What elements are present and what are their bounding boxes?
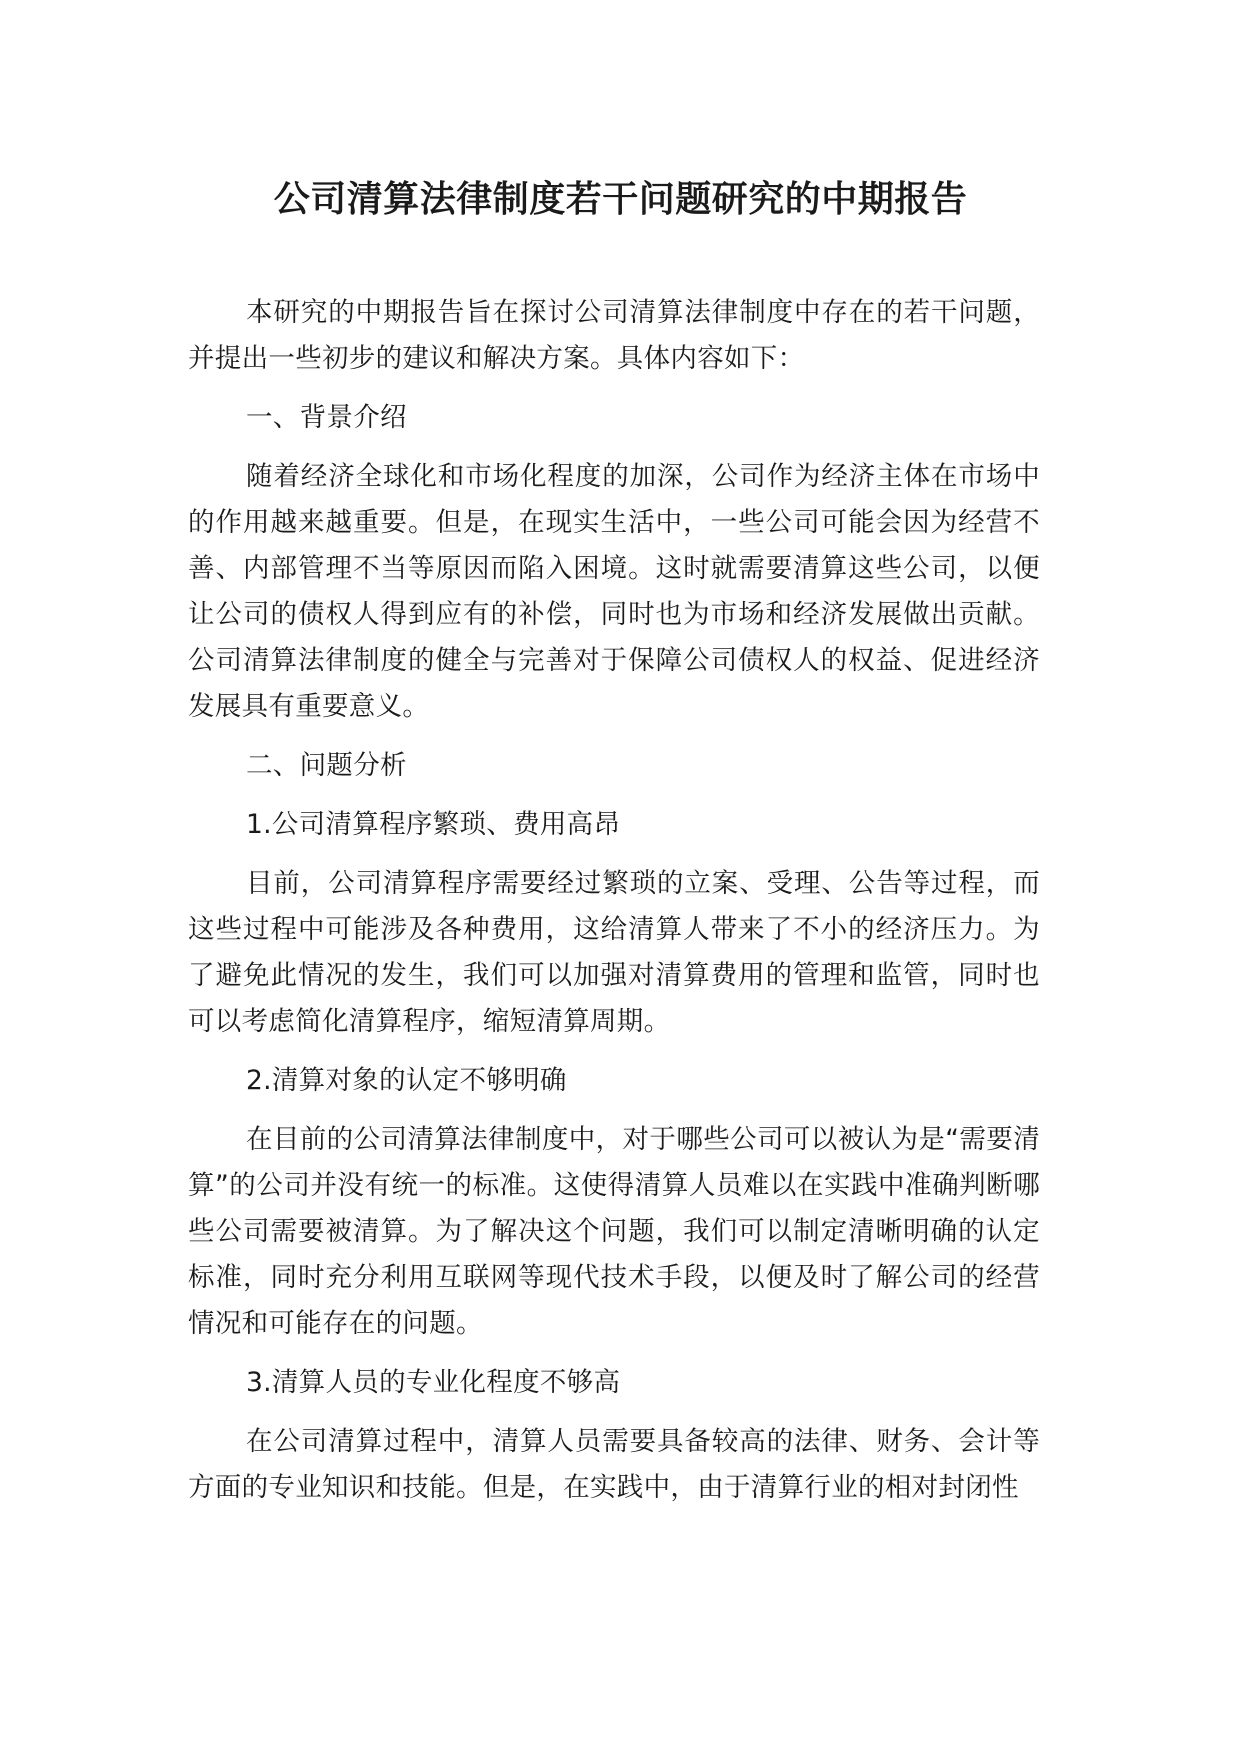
background-paragraph: 随着经济全球化和市场化程度的加深，公司作为经济主体在市场中的作用越来越重要。但是，在现实生活中，一些公司可能会因为经营不善、内部管理不当等原因而陷入困境。这时就需要清算这些公司，以便让公司的债权人得到应有的补偿，同时也为市场和经济发展做出贡献。公司清算法律制度的健全与完善对于保障公司债权人的权益、促进经济发展具有重要意义。 (188, 461, 1040, 722)
subheading-issue-1: 1.公司清算程序繁琐、费用高昂 (246, 809, 621, 840)
issue-1-paragraph: 目前，公司清算程序需要经过繁琐的立案、受理、公告等过程，而这些过程中可能涉及各种费用，这给清算人带来了不小的经济压力。为了避免此情况的发生，我们可以加强对清算费用的管理和监管，同时也可以考虑简化清算程序，缩短清算周期。 (188, 868, 1040, 1037)
issue-2-paragraph: 在目前的公司清算法律制度中，对于哪些公司可以被认为是“需要清算”的公司并没有统一的标准。这使得清算人员难以在实践中准确判断哪些公司需要被清算。为了解决这个问题，我们可以制定清晰明确的认定标准，同时充分利用互联网等现代技术手段，以便及时了解公司的经营情况和可能存在的问题。 (188, 1124, 1040, 1339)
document-body (188, 290, 1040, 1524)
issue-3-paragraph: 在公司清算过程中，清算人员需要具备较高的法律、财务、会计等方面的专业知识和技能。但是，在实践中，由于清算行业的相对封闭性 (188, 1426, 1040, 1503)
section-heading-analysis: 二、问题分析 (246, 750, 407, 781)
subheading-issue-2: 2.清算对象的认定不够明确 (246, 1065, 567, 1096)
subheading-issue-3: 3.清算人员的专业化程度不够高 (246, 1367, 621, 1398)
section-heading-background: 一、背景介绍 (246, 402, 407, 433)
intro-paragraph: 本研究的中期报告旨在探讨公司清算法律制度中存在的若干问题，并提出一些初步的建议和解决方案。具体内容如下： (188, 297, 1040, 374)
document-title: 公司清算法律制度若干问题研究的中期报告 (273, 179, 968, 220)
